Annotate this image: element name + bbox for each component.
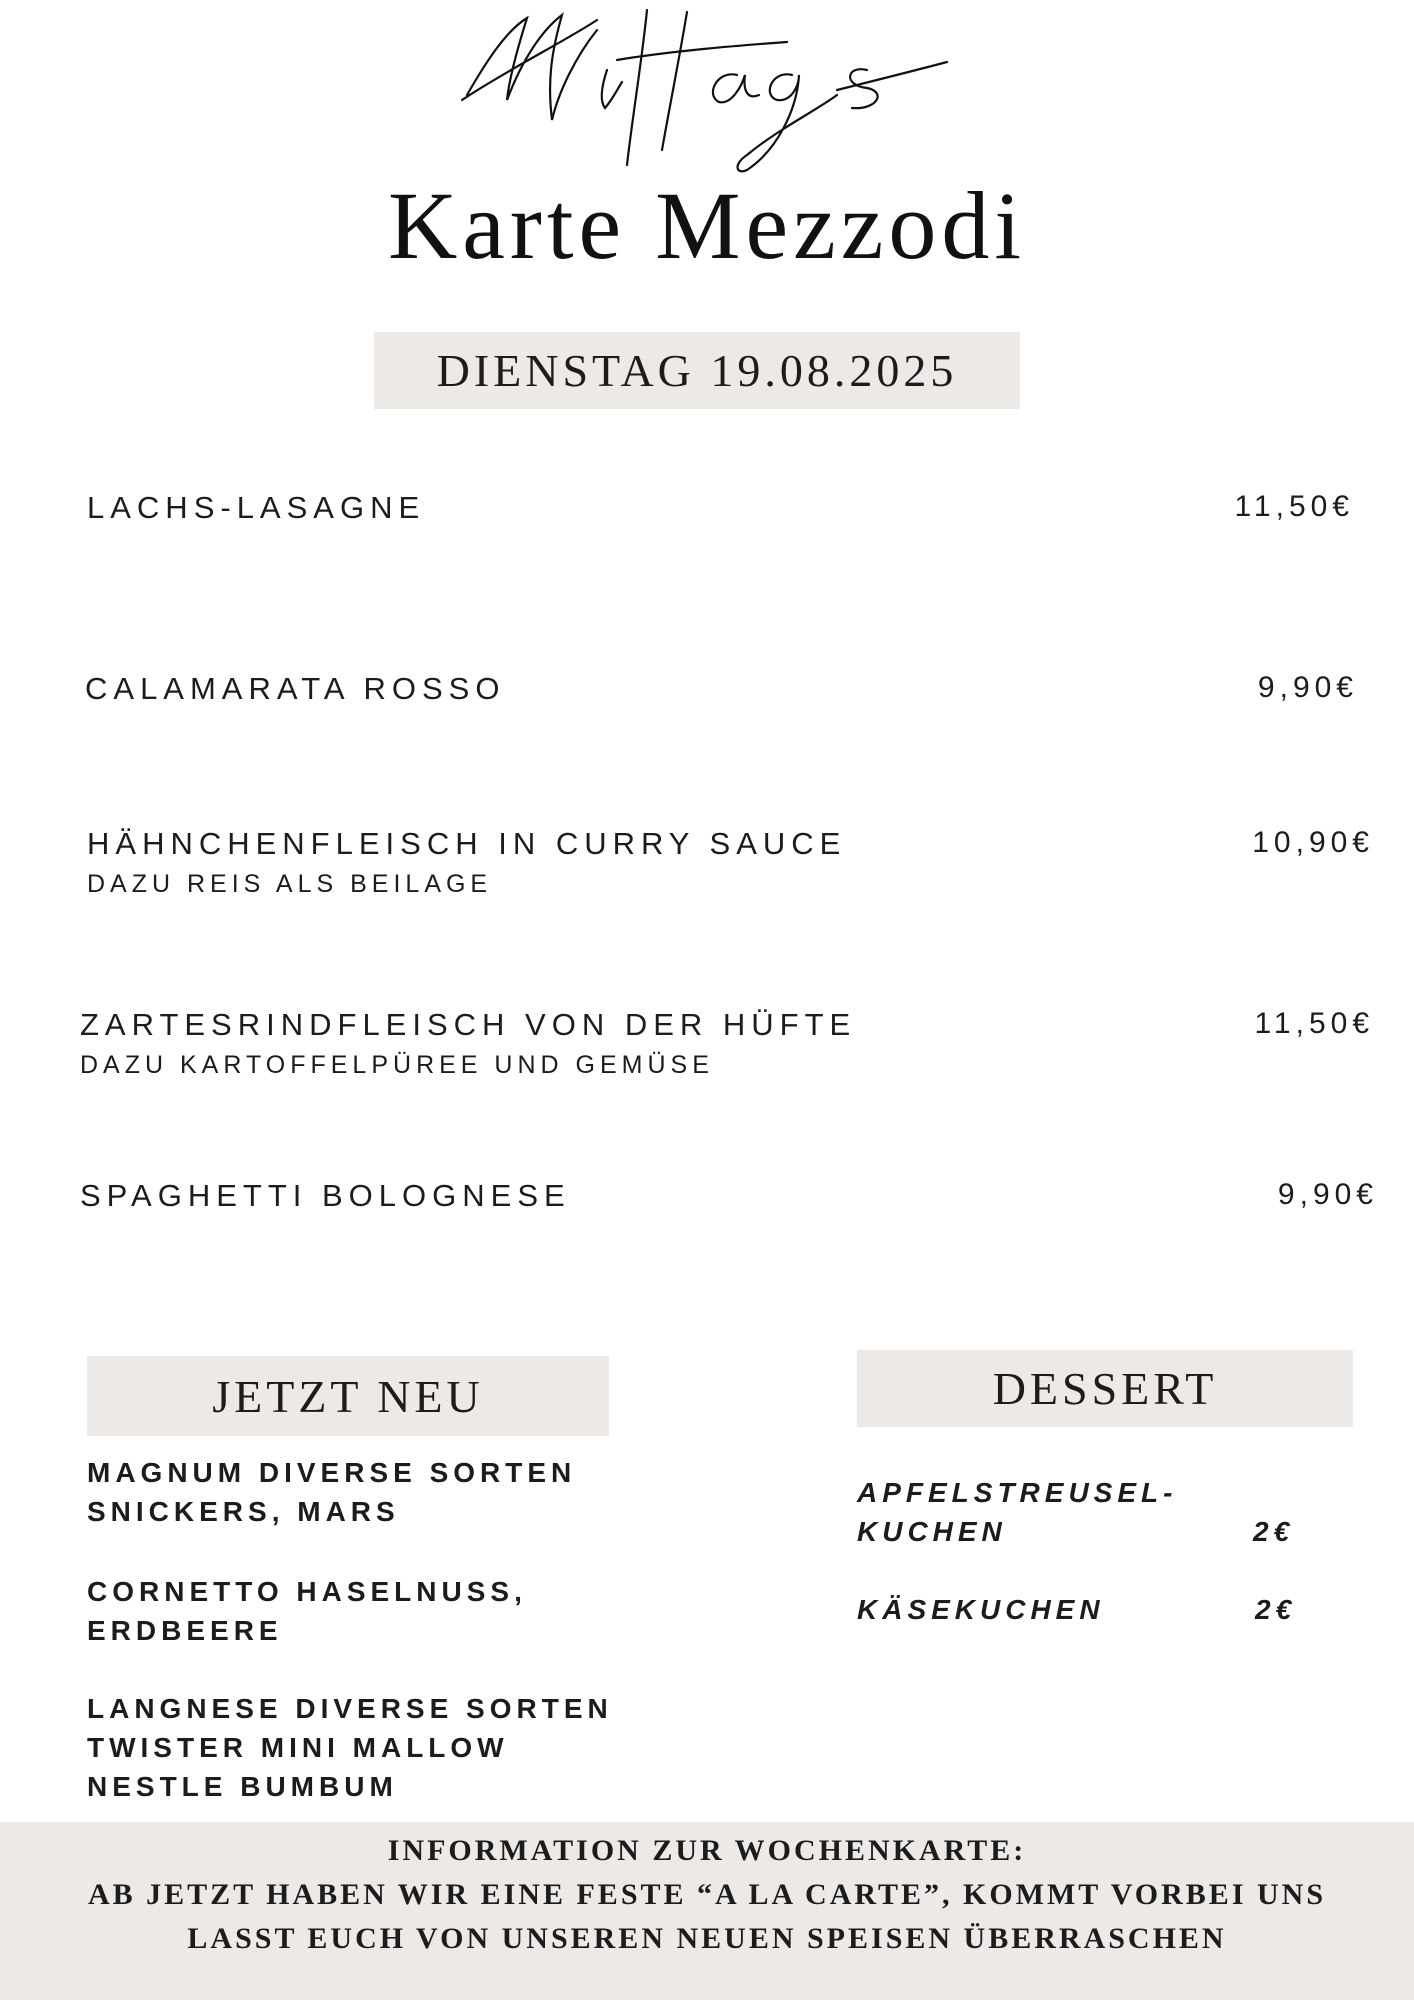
new-item-line: NESTLE BUMBUM [87,1771,398,1802]
menu-item-price: 9,90€ [1277,1178,1378,1211]
new-section-heading-text: JETZT NEU [212,1370,484,1422]
dessert-item-name: KÄSEKUCHEN [857,1594,1105,1625]
dessert-item-price: 2€ [1255,1594,1297,1625]
date-text: DIENSTAG 19.08.2025 [436,345,958,396]
menu-item-name: SPAGHETTI BOLOGNESE [80,1178,571,1213]
menu-item-side: DAZU KARTOFFELPÜREE UND GEMÜSE [80,1051,714,1079]
dessert-section-heading [857,1350,1353,1427]
dessert-item-name: APFELSTREUSEL- [857,1477,1178,1508]
dessert-item-price: 2€ [1253,1516,1295,1547]
menu-item-name: CALAMARATA ROSSO [85,671,506,706]
new-item-line: MAGNUM DIVERSE SORTEN [87,1457,577,1488]
script-logo [0,0,1414,180]
footer-text-line: AB JETZT HABEN WIR EINE FESTE “A LA CARTE”, KOMMT VORBEI UNS [87,1878,1327,1911]
menu-item-name: LACHS-LASAGNE [87,490,426,525]
dessert-item-name: KUCHEN [857,1516,1007,1547]
date-banner [374,332,1020,409]
menu-item-name: HÄHNCHENFLEISCH IN CURRY SAUCE [87,826,847,861]
menu-item-name: ZARTESRINDFLEISCH VON DER HÜFTE [80,1007,857,1042]
footer-heading: INFORMATION ZUR WOCHENKARTE: [387,1834,1027,1867]
new-item-line: LANGNESE DIVERSE SORTEN [87,1693,613,1724]
new-section-heading [87,1356,609,1436]
page-title: Karte Mezzodi [387,172,1027,279]
dessert-section-heading-text: DESSERT [992,1363,1218,1414]
footer-text-line: LASST EUCH VON UNSEREN NEUEN SPEISEN ÜBERRASCHEN [187,1922,1227,1955]
menu-item-price: 9,90€ [1257,671,1358,704]
menu-item-side: DAZU REIS ALS BEILAGE [87,870,493,898]
menu-item-price: 10,90€ [1252,826,1374,859]
new-item-line: SNICKERS, MARS [87,1496,400,1527]
script-logo-mittags [447,0,967,180]
new-item-line: TWISTER MINI MALLOW [87,1732,509,1763]
new-item-line: ERDBEERE [87,1615,283,1646]
menu-item-price: 11,50€ [1234,490,1354,523]
menu-item-price: 11,50€ [1254,1007,1374,1040]
new-item-line: CORNETTO HASELNUSS, [87,1576,527,1607]
